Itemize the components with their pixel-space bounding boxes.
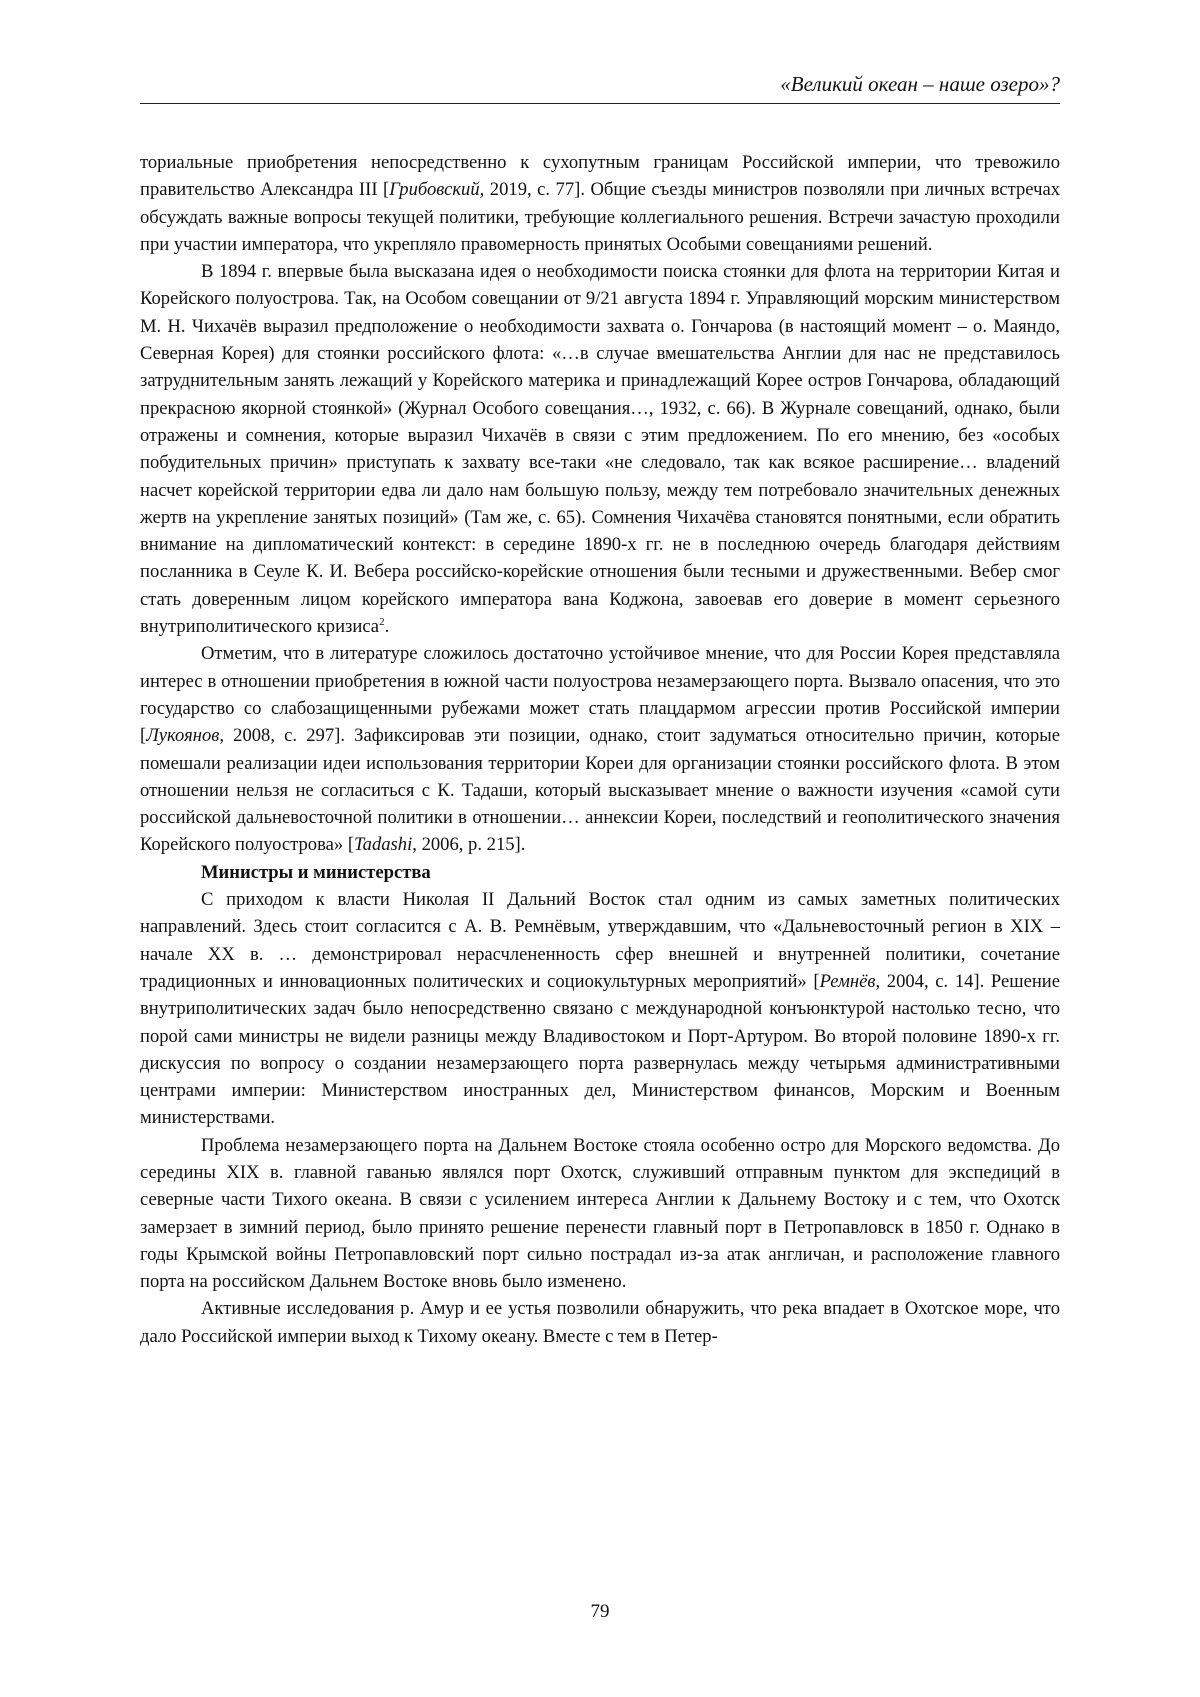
paragraph [140, 1295, 1060, 1350]
text-run: , 2006, p. 215]. [412, 834, 525, 855]
footnote-marker: 2 [379, 616, 385, 628]
text-run: С приходом к власти Николая II Дальний Восток стал одним из самых заметных политических направлений. Здесь стоит согласится с А. В. Ремнёвым, утверждавшим, что «Дальневосточный регион в XIX – начале XX в. … демонстрировал нерасчлененность сфер внешней и внутренней политики, сочетание традиционных и инновационных политических и социокультурных мероприятий» [ [140, 889, 1060, 992]
page-number: 79 [0, 1599, 1200, 1625]
paragraph [140, 1132, 1060, 1296]
text-run: , 2004, с. 14]. Решение внутриполитических задач было непосредственно связано с международной конъюнктурой настолько тесно, что порой сами министры не видели разницы между Владивостоком и Порт-Артуром. Во второй половине 1890-х гг. дискуссия по вопросу о создании незамерзающего порта развернулась между четырьмя административными центрами империи: Министерством иностранных дел, Министерством финансов, Морским и Военным министерствами. [140, 971, 1060, 1128]
paragraph [140, 886, 1060, 1132]
text-run: , 2019, с. 77]. Общие съезды министров позволяли при личных встречах обсуждать важные вопросы текущей политики, требующие коллегиального решения. Встречи зачастую проходили при участии императора, что укрепляло правомерность принятых Особыми совещаниями решений. [140, 179, 1060, 255]
section-heading: Министры и министерства [140, 859, 1060, 886]
paragraph [140, 640, 1060, 858]
text-run: В 1894 г. впервые была высказана идея о необходимости поиска стоянки для флота на территории Китая и Корейского полуострова. Так, на Особом совещании от 9/21 августа 1894 г. Управляющий морским министерством М. Н. Чихачёв выразил предположение о необходимости захвата о. Гончарова (в настоящий момент – о. Маяндо, Северная Корея) для стоянки российского флота: «…в случае вмешательства Англии для нас не представилось затруднительным занять лежащий у Корейского материка и принадлежащий Корее остров Гончарова, обладающий прекрасною якорной стоянкой» (Журнал Особого совещания…, 1932, с. 66). В Журнале совещаний, однако, были отражены и сомнения, которые выразил Чихачёв в связи с этим предложением. По его мнению, без «особых побудительных причин» приступать к захвату все-таки «не следовало, так как всякое расширение… владений насчет корейской территории едва ли дало нам большую пользу, между тем потребовало значительных денежных жертв на укрепление занятых позиций» (Там же, с. 65). Сомнения Чихачёва становятся понятными, если обратить внимание на дипломатический контекст: в середине 1890-х гг. не в последнюю очередь благодаря действиям посланника в Сеуле К. И. Вебера российско-корейские отношения были тесными и дружественными. Вебер смог стать доверенным лицом корейского императора вана Коджона, завоевав его доверие в момент серьезного внутриполитического кризиса [140, 261, 1060, 637]
text-run: Отметим, что в литературе сложилось достаточно устойчивое мнение, что для России Корея представляла интерес в отношении приобретения в южной части полуострова незамерзающего порта. Вызвало опасения, что это государство со слабозащищенными рубежами может стать плацдармом агрессии против Российской империи [ [140, 643, 1060, 746]
running-head: «Великий океан – наше озеро»? [140, 70, 1060, 104]
citation-author: Лукоянов [146, 725, 219, 746]
citation-author: Грибовский [389, 179, 479, 200]
citation-author: Ремнёв [820, 971, 876, 992]
paragraph [140, 149, 1060, 258]
paragraph [140, 258, 1060, 640]
text-run: Активные исследования р. Амур и ее устья позволили обнаружить, что река впадает в Охотское море, что дало Российской империи выход к Тихому океану. Вместе с тем в Петер- [140, 1298, 1060, 1346]
text-run: Проблема незамерзающего порта на Дальнем Востоке стояла особенно остро для Морского ведомства. До середины XIX в. главной гаванью являлся порт Охотск, служивший отправным пунктом для экспедиций в северные части Тихого океана. В связи с усилением интереса Англии к Дальнему Востоку и с тем, что Охотск замерзает в зимний период, было принято решение перенести главный порт в Петропавловск в 1850 г. Однако в годы Крымской войны Петропавловский порт сильно пострадал из-за атак англичан, и расположение главного порта на российском Дальнем Востоке вновь было изменено. [140, 1135, 1060, 1292]
article-body [140, 149, 1060, 1350]
text-run: , 2008, с. 297]. Зафиксировав эти позиции, однако, стоит задуматься относительно причин, которые помешали реализации идеи использования территории Кореи для организации стоянки российского флота. В этом отношении нельзя не согласиться с К. Тадаши, который высказывает мнение о важности изучения «самой сути российской дальневосточной политики в отношении… аннексии Кореи, последствий и геополитического значения Корейского полуострова» [ [140, 725, 1060, 855]
text-run: . [385, 616, 390, 637]
text-run: ториальные приобретения непосредственно к сухопутным границам Российской империи, что тревожило правительство Александра III [ [140, 152, 1060, 200]
citation-author: Tadashi [354, 834, 412, 855]
